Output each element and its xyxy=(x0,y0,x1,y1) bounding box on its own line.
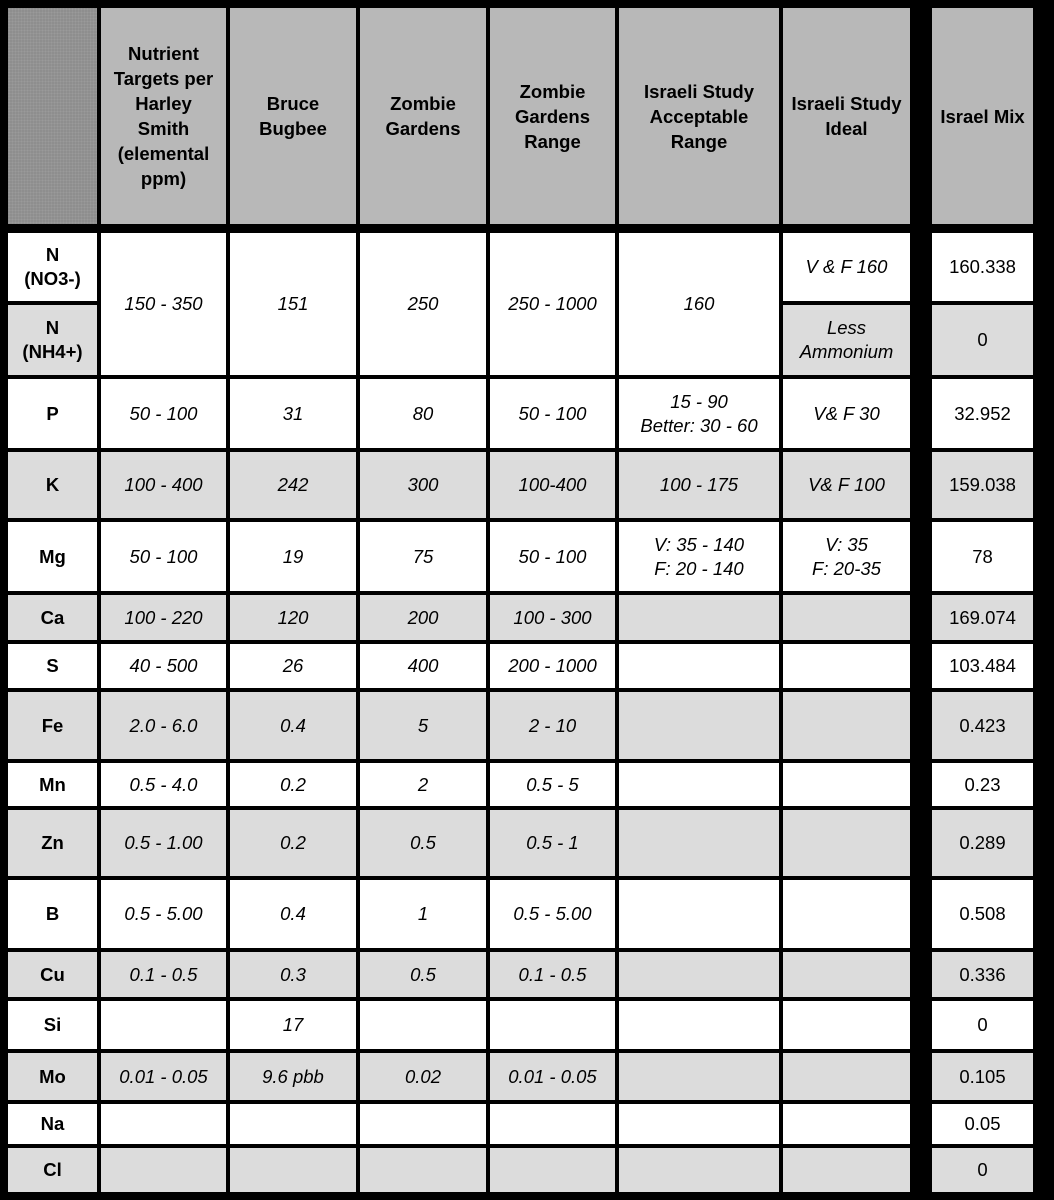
cl-bruce-bugbee xyxy=(230,1148,356,1192)
si-zombie-gardens xyxy=(360,1001,486,1049)
row-label-cl xyxy=(8,1148,97,1192)
n-israeli-acceptable-text: 160 xyxy=(683,293,715,314)
n-israeli-acceptable xyxy=(619,233,779,375)
si-bruce-bugbee-text: 17 xyxy=(282,1014,304,1035)
n-zombie-gardens-range xyxy=(490,233,615,375)
mo-zombie-gardens xyxy=(360,1053,486,1100)
b-israel-mix xyxy=(932,880,1033,948)
row-label-n-ammonium-text: N (NH4+) xyxy=(22,317,83,362)
b-bruce-bugbee-text: 0.4 xyxy=(280,903,306,924)
row-label-cu-text: Cu xyxy=(40,963,65,985)
k-zombie-gardens-text: 300 xyxy=(407,474,439,495)
mg-israeli-ideal xyxy=(783,522,910,591)
na-israeli-acceptable xyxy=(619,1104,779,1144)
cl-harley-smith xyxy=(101,1148,226,1192)
mo-zombie-gardens-text: 0.02 xyxy=(404,1065,441,1087)
header-zombie-gardens-range-text: Zombie Gardens Range xyxy=(514,80,591,152)
header-israeli-ideal xyxy=(783,8,910,224)
n-harley-smith-text: 150 - 350 xyxy=(124,293,203,314)
n-harley-smith xyxy=(101,233,226,375)
p-israeli-acceptable xyxy=(619,379,779,448)
cu-bruce-bugbee-text: 0.3 xyxy=(280,963,306,985)
s-israeli-ideal xyxy=(783,644,910,688)
zn-zombie-gardens-range-text: 0.5 - 1 xyxy=(526,832,579,853)
mg-israeli-ideal-text: V: 35 F: 20-35 xyxy=(812,533,881,579)
si-israeli-acceptable xyxy=(619,1001,779,1049)
mo-israeli-ideal xyxy=(783,1053,910,1100)
mn-israel-mix xyxy=(932,763,1033,806)
s-zombie-gardens-range-text: 200 - 1000 xyxy=(508,655,597,676)
row-label-p-text: P xyxy=(46,402,59,424)
si-zombie-gardens-range xyxy=(490,1001,615,1049)
row-label-si xyxy=(8,1001,97,1049)
s-zombie-gardens-text: 400 xyxy=(407,655,439,676)
fe-israeli-acceptable xyxy=(619,692,779,759)
n-ammonium-israeli-ideal xyxy=(783,305,910,375)
k-israeli-ideal-text: V& F 100 xyxy=(808,474,885,495)
n-zombie-gardens xyxy=(360,233,486,375)
mg-zombie-gardens-text: 75 xyxy=(412,545,434,567)
mg-israeli-acceptable xyxy=(619,522,779,591)
s-zombie-gardens-range xyxy=(490,644,615,688)
mg-zombie-gardens xyxy=(360,522,486,591)
zn-harley-smith xyxy=(101,810,226,876)
fe-israel-mix-text: 0.423 xyxy=(959,714,1006,736)
p-israeli-ideal xyxy=(783,379,910,448)
israel-mix-divider xyxy=(910,0,932,1200)
s-israel-mix xyxy=(932,644,1033,688)
n-nitrate-israel-mix xyxy=(932,233,1033,301)
header-bruce-bugbee xyxy=(230,8,356,224)
zn-israel-mix xyxy=(932,810,1033,876)
cu-harley-smith xyxy=(101,952,226,997)
cl-israel-mix-text: 0 xyxy=(977,1159,988,1180)
ca-israeli-ideal xyxy=(783,595,910,640)
b-zombie-gardens-range-text: 0.5 - 5.00 xyxy=(513,903,592,924)
k-israeli-ideal xyxy=(783,452,910,518)
s-harley-smith xyxy=(101,644,226,688)
zn-bruce-bugbee-text: 0.2 xyxy=(280,832,306,853)
mn-bruce-bugbee-text: 0.2 xyxy=(280,773,306,795)
header-zombie-gardens-text: Zombie Gardens xyxy=(385,93,461,139)
b-zombie-gardens xyxy=(360,880,486,948)
b-zombie-gardens-range xyxy=(490,880,615,948)
mn-israel-mix-text: 0.23 xyxy=(964,773,1001,795)
zn-israeli-ideal xyxy=(783,810,910,876)
fe-zombie-gardens-text: 5 xyxy=(417,714,429,736)
zn-harley-smith-text: 0.5 - 1.00 xyxy=(124,832,203,853)
mg-israel-mix xyxy=(932,522,1033,591)
k-bruce-bugbee-text: 242 xyxy=(277,474,309,495)
header-israeli-ideal-text: Israeli Study Ideal xyxy=(791,93,902,139)
row-label-na xyxy=(8,1104,97,1144)
n-nitrate-israeli-ideal xyxy=(783,233,910,301)
s-bruce-bugbee xyxy=(230,644,356,688)
ca-israeli-acceptable xyxy=(619,595,779,640)
header-zombie-gardens xyxy=(360,8,486,224)
mn-israeli-ideal xyxy=(783,763,910,806)
mo-israel-mix xyxy=(932,1053,1033,1100)
header-zombie-gardens-range xyxy=(490,8,615,224)
si-bruce-bugbee xyxy=(230,1001,356,1049)
na-israel-mix-text: 0.05 xyxy=(964,1113,1001,1134)
row-label-zn xyxy=(8,810,97,876)
s-israel-mix-text: 103.484 xyxy=(949,655,1016,676)
na-bruce-bugbee xyxy=(230,1104,356,1144)
header-israeli-acceptable xyxy=(619,8,779,224)
row-label-cl-text: Cl xyxy=(43,1159,62,1180)
n-nitrate-israel-mix-text: 160.338 xyxy=(949,256,1016,277)
s-bruce-bugbee-text: 26 xyxy=(282,655,304,676)
fe-bruce-bugbee xyxy=(230,692,356,759)
fe-bruce-bugbee-text: 0.4 xyxy=(280,714,306,736)
ca-zombie-gardens-range-text: 100 - 300 xyxy=(513,606,592,628)
k-israeli-acceptable-text: 100 - 175 xyxy=(659,474,739,495)
row-label-s-text: S xyxy=(46,655,59,676)
k-harley-smith xyxy=(101,452,226,518)
mn-zombie-gardens-text: 2 xyxy=(417,773,429,795)
p-zombie-gardens xyxy=(360,379,486,448)
b-israeli-ideal xyxy=(783,880,910,948)
cu-israel-mix-text: 0.336 xyxy=(959,963,1006,985)
p-israeli-acceptable-text: 15 - 90 Better: 30 - 60 xyxy=(640,390,758,436)
cu-israeli-ideal xyxy=(783,952,910,997)
n-zombie-gardens-range-text: 250 - 1000 xyxy=(508,293,597,314)
k-harley-smith-text: 100 - 400 xyxy=(124,474,203,495)
row-label-n-nitrate xyxy=(8,233,97,301)
n-ammonium-israeli-ideal-text: Less Ammonium xyxy=(799,317,894,362)
si-israel-mix xyxy=(932,1001,1033,1049)
b-israeli-acceptable xyxy=(619,880,779,948)
n-bruce-bugbee xyxy=(230,233,356,375)
k-israel-mix xyxy=(932,452,1033,518)
p-bruce-bugbee-text: 31 xyxy=(282,402,304,424)
n-nitrate-israeli-ideal-text: V & F 160 xyxy=(805,256,888,277)
p-harley-smith-text: 50 - 100 xyxy=(129,402,198,424)
row-label-ca-text: Ca xyxy=(40,606,65,628)
cl-israeli-acceptable xyxy=(619,1148,779,1192)
row-label-si-text: Si xyxy=(43,1014,62,1035)
mg-israel-mix-text: 78 xyxy=(972,545,993,567)
p-israel-mix-text: 32.952 xyxy=(954,402,1011,424)
na-israeli-ideal xyxy=(783,1104,910,1144)
cl-zombie-gardens-range xyxy=(490,1148,615,1192)
si-israel-mix-text: 0 xyxy=(977,1014,988,1035)
row-label-p xyxy=(8,379,97,448)
ca-zombie-gardens xyxy=(360,595,486,640)
mo-zombie-gardens-range xyxy=(490,1053,615,1100)
p-zombie-gardens-text: 80 xyxy=(412,402,434,424)
cu-zombie-gardens-text: 0.5 xyxy=(410,963,436,985)
row-label-b-text: B xyxy=(45,903,60,924)
k-zombie-gardens-range xyxy=(490,452,615,518)
row-label-fe xyxy=(8,692,97,759)
mg-bruce-bugbee xyxy=(230,522,356,591)
header-bruce-bugbee-text: Bruce Bugbee xyxy=(259,93,327,139)
row-label-mn-text: Mn xyxy=(39,773,66,795)
header-israel-mix-text: Israel Mix xyxy=(940,105,1025,127)
cl-israel-mix xyxy=(932,1148,1033,1192)
row-label-na-text: Na xyxy=(40,1113,65,1134)
s-israeli-acceptable xyxy=(619,644,779,688)
header-israel-mix xyxy=(932,8,1033,224)
row-label-mg-text: Mg xyxy=(39,545,66,567)
header-divider xyxy=(0,224,1054,233)
si-israeli-ideal xyxy=(783,1001,910,1049)
n-ammonium-israel-mix-text: 0 xyxy=(977,329,988,350)
b-harley-smith xyxy=(101,880,226,948)
fe-zombie-gardens-range-text: 2 - 10 xyxy=(528,714,577,736)
row-label-cu xyxy=(8,952,97,997)
cl-zombie-gardens xyxy=(360,1148,486,1192)
p-zombie-gardens-range xyxy=(490,379,615,448)
k-bruce-bugbee xyxy=(230,452,356,518)
mn-zombie-gardens-range xyxy=(490,763,615,806)
row-label-mg xyxy=(8,522,97,591)
n-bruce-bugbee-text: 151 xyxy=(277,293,309,314)
ca-zombie-gardens-range xyxy=(490,595,615,640)
zn-zombie-gardens xyxy=(360,810,486,876)
mo-israeli-acceptable xyxy=(619,1053,779,1100)
row-label-b xyxy=(8,880,97,948)
mo-bruce-bugbee-text: 9.6 pbb xyxy=(262,1065,324,1087)
fe-zombie-gardens xyxy=(360,692,486,759)
k-zombie-gardens xyxy=(360,452,486,518)
row-label-mo-text: Mo xyxy=(39,1065,66,1087)
b-bruce-bugbee xyxy=(230,880,356,948)
cu-israeli-acceptable xyxy=(619,952,779,997)
ca-israel-mix xyxy=(932,595,1033,640)
cu-israel-mix xyxy=(932,952,1033,997)
na-harley-smith xyxy=(101,1104,226,1144)
zn-zombie-gardens-text: 0.5 xyxy=(410,832,436,853)
mo-israel-mix-text: 0.105 xyxy=(959,1065,1006,1087)
row-label-ca xyxy=(8,595,97,640)
cu-harley-smith-text: 0.1 - 0.5 xyxy=(129,963,198,985)
b-harley-smith-text: 0.5 - 5.00 xyxy=(124,903,203,924)
mg-israeli-acceptable-text: V: 35 - 140 F: 20 - 140 xyxy=(653,533,745,579)
mn-harley-smith xyxy=(101,763,226,806)
mo-harley-smith-text: 0.01 - 0.05 xyxy=(119,1065,208,1087)
zn-zombie-gardens-range xyxy=(490,810,615,876)
mg-harley-smith xyxy=(101,522,226,591)
p-bruce-bugbee xyxy=(230,379,356,448)
p-harley-smith xyxy=(101,379,226,448)
header-harley-smith-text: Nutrient Targets per Harley Smith (elemental ppm) xyxy=(113,43,214,189)
si-harley-smith xyxy=(101,1001,226,1049)
k-israel-mix-text: 159.038 xyxy=(949,474,1016,495)
mo-zombie-gardens-range-text: 0.01 - 0.05 xyxy=(508,1065,597,1087)
b-zombie-gardens-text: 1 xyxy=(417,903,429,924)
cu-bruce-bugbee xyxy=(230,952,356,997)
k-israeli-acceptable xyxy=(619,452,779,518)
ca-harley-smith-text: 100 - 220 xyxy=(124,606,203,628)
mg-zombie-gardens-range xyxy=(490,522,615,591)
mo-bruce-bugbee xyxy=(230,1053,356,1100)
mg-bruce-bugbee-text: 19 xyxy=(282,545,304,567)
cl-israeli-ideal xyxy=(783,1148,910,1192)
row-label-fe-text: Fe xyxy=(41,714,64,736)
ca-bruce-bugbee xyxy=(230,595,356,640)
mn-harley-smith-text: 0.5 - 4.0 xyxy=(129,773,198,795)
header-israeli-acceptable-text: Israeli Study Acceptable Range xyxy=(643,80,754,152)
mn-israeli-acceptable xyxy=(619,763,779,806)
row-label-n-ammonium xyxy=(8,305,97,375)
cu-zombie-gardens-range xyxy=(490,952,615,997)
zn-bruce-bugbee xyxy=(230,810,356,876)
mo-harley-smith xyxy=(101,1053,226,1100)
s-harley-smith-text: 40 - 500 xyxy=(129,655,198,676)
cu-zombie-gardens-range-text: 0.1 - 0.5 xyxy=(518,963,587,985)
row-label-zn-text: Zn xyxy=(41,832,64,853)
header-harley-smith xyxy=(101,8,226,224)
ca-harley-smith xyxy=(101,595,226,640)
mn-zombie-gardens xyxy=(360,763,486,806)
mn-zombie-gardens-range-text: 0.5 - 5 xyxy=(526,773,579,795)
p-israeli-ideal-text: V& F 30 xyxy=(813,402,880,424)
n-ammonium-israel-mix xyxy=(932,305,1033,375)
fe-harley-smith xyxy=(101,692,226,759)
fe-harley-smith-text: 2.0 - 6.0 xyxy=(129,714,198,736)
p-israel-mix xyxy=(932,379,1033,448)
row-label-mn xyxy=(8,763,97,806)
na-zombie-gardens-range xyxy=(490,1104,615,1144)
mg-harley-smith-text: 50 - 100 xyxy=(129,545,198,567)
b-israel-mix-text: 0.508 xyxy=(959,903,1006,924)
row-label-mo xyxy=(8,1053,97,1100)
fe-zombie-gardens-range xyxy=(490,692,615,759)
ca-zombie-gardens-text: 200 xyxy=(407,606,439,628)
row-label-k-text: K xyxy=(45,474,60,495)
header-corner xyxy=(8,8,97,224)
row-label-s xyxy=(8,644,97,688)
zn-israeli-acceptable xyxy=(619,810,779,876)
cu-zombie-gardens xyxy=(360,952,486,997)
na-zombie-gardens xyxy=(360,1104,486,1144)
ca-israel-mix-text: 169.074 xyxy=(949,606,1016,628)
fe-israel-mix xyxy=(932,692,1033,759)
mg-zombie-gardens-range-text: 50 - 100 xyxy=(518,545,587,567)
k-zombie-gardens-range-text: 100-400 xyxy=(518,474,587,495)
s-zombie-gardens xyxy=(360,644,486,688)
n-zombie-gardens-text: 250 xyxy=(407,293,439,314)
ca-bruce-bugbee-text: 120 xyxy=(277,606,309,628)
na-israel-mix xyxy=(932,1104,1033,1144)
p-zombie-gardens-range-text: 50 - 100 xyxy=(518,402,587,424)
row-label-n-nitrate-text: N (NO3-) xyxy=(24,244,81,289)
row-label-k xyxy=(8,452,97,518)
mn-bruce-bugbee xyxy=(230,763,356,806)
zn-israel-mix-text: 0.289 xyxy=(959,832,1006,853)
fe-israeli-ideal xyxy=(783,692,910,759)
